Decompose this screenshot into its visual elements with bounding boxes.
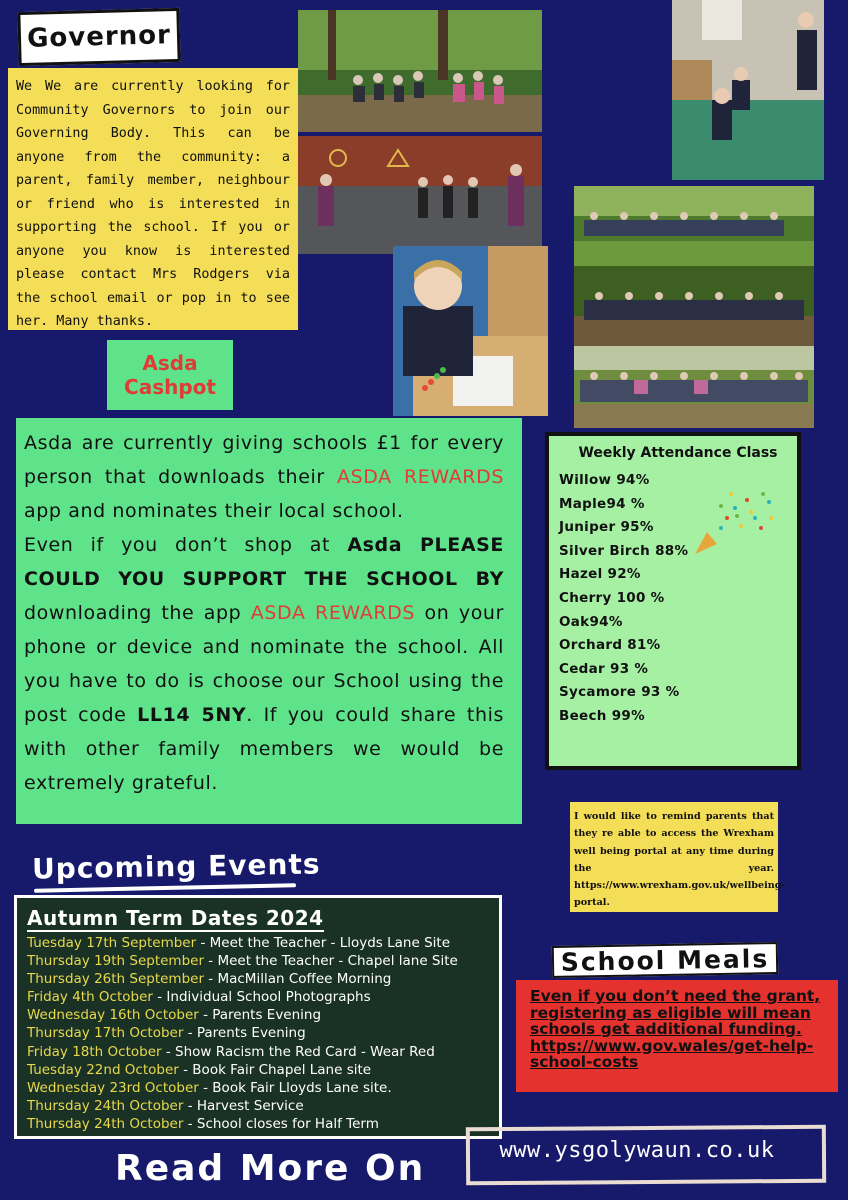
school-meals-heading: School Meals [552, 942, 779, 978]
weekly-attendance-panel [545, 432, 801, 770]
term-date-item [27, 1115, 489, 1133]
term-date: Thursday 19th September [27, 953, 205, 970]
photo-forest-circle-2 [574, 266, 814, 346]
school-meals-notice [516, 980, 838, 1092]
attendance-class-item: Orchard 81% [559, 637, 661, 654]
asda-cashpot-heading: Asda Cashpot [107, 340, 233, 410]
term-event: - Meet the Teacher - Chapel lane Site [204, 953, 458, 970]
term-event: - Parents Evening [183, 1025, 306, 1042]
attendance-class-item: Cherry 100 % [559, 589, 665, 606]
term-date-item [27, 1061, 489, 1079]
term-date: Wednesday 16th October [27, 1007, 199, 1024]
term-event: - Harvest Service [183, 1097, 304, 1114]
photo-playground-activity [298, 136, 542, 254]
photo-child-at-desk [393, 246, 548, 416]
term-event: - Book Fair Lloyds Lane site. [198, 1079, 392, 1096]
upcoming-events-heading: Upcoming Events [31, 847, 321, 886]
term-date-item [27, 1079, 489, 1097]
asda-paragraph-2: Even if you don’t shop at Asda PLEASE COULD YOU SUPPORT THE SCHOOL BY downloading the app ASDA REWARDS on your phone or device and nominate the school. All you have to do is choose our School using the post code LL14 5NY. If you could share this with other family members we would be extremely grateful. [24, 534, 504, 794]
party-popper-icon [691, 488, 777, 558]
wellbeing-portal-notice: I would like to remind parents that they re able to access the Wrexham well being portal at any time during the year. https://www.wrexham.gov.uk/wellbeing-portal. [570, 802, 778, 912]
term-event: - Show Racism the Red Card - Wear Red [161, 1043, 435, 1060]
attendance-class-item: Juniper 95% [559, 519, 654, 536]
term-event: - MacMillan Coffee Morning [204, 971, 392, 988]
postcode: LL14 5NY [137, 704, 247, 726]
photo-classroom-children [672, 0, 824, 180]
term-dates-list [27, 934, 489, 1133]
attendance-class-item: Hazel 92% [559, 566, 641, 583]
term-date: Thursday 24th October [27, 1115, 184, 1132]
term-event: - Individual School Photographs [152, 989, 371, 1006]
term-date: Thursday 17th October [27, 1025, 184, 1042]
attendance-class-item: Beech 99% [559, 707, 645, 724]
attendance-class-item: Maple94 % [559, 495, 645, 512]
photo-forest-circle-1 [574, 186, 814, 266]
term-date-item [27, 1024, 489, 1042]
attendance-class-item: Silver Birch 88% [559, 542, 689, 559]
governor-heading: Governor [17, 8, 180, 66]
term-date-item [27, 1043, 489, 1061]
term-date-item [27, 952, 489, 970]
attendance-title: Weekly Attendance Class [578, 445, 778, 461]
term-date-item [27, 1006, 489, 1024]
term-date-item [27, 934, 489, 952]
term-date: Wednesday 23rd October [27, 1079, 199, 1096]
read-more-label: Read More On [115, 1148, 426, 1189]
attendance-class-item: Willow 94% [559, 472, 650, 488]
term-date-item [27, 1097, 489, 1115]
photo-forest-circle-3 [574, 346, 814, 428]
term-date: Thursday 24th October [27, 1097, 184, 1114]
term-event: - Meet the Teacher - Lloyds Lane Site [196, 935, 450, 951]
website-link[interactable]: www.ysgolywaun.co.uk [499, 1138, 775, 1163]
school-meals-text: Even if you don’t need the grant, registering as eligible will mean schools get additional funding. [530, 987, 821, 1038]
term-date: Friday 4th October [27, 989, 153, 1006]
attendance-class-item: Cedar 93 % [559, 660, 649, 677]
term-date: Friday 18th October [27, 1043, 162, 1060]
asda-notice [16, 418, 522, 824]
term-date-item [27, 988, 489, 1006]
attendance-class-item: Sycamore 93 % [559, 684, 680, 701]
term-event: - School closes for Half Term [183, 1115, 379, 1132]
term-dates-title: Autumn Term Dates 2024 [27, 906, 324, 930]
attendance-class-item: Oak94% [559, 613, 623, 630]
school-meals-link[interactable]: https://www.gov.wales/get-help-school-costs [530, 1036, 814, 1071]
term-dates-panel [14, 895, 502, 1139]
term-date: Thursday 26th September [27, 971, 205, 988]
governor-notice: We We are currently looking for Community Governors to join our Governing Body. This can be anyone from the community: a parent, family member, neighbour or friend who is interested in supporting the school. If you or anyone you know is interested please contact Mrs Rodgers via the school email or pop in to see her. Many thanks. [8, 68, 298, 330]
term-date: Tuesday 22nd October [27, 1061, 179, 1078]
photo-outdoor-group-circle [298, 10, 542, 132]
asda-paragraph-1: Asda are currently giving schools £1 for every person that downloads their ASDA REWARDS app and nominates their local school. [24, 432, 505, 522]
term-date-item [27, 970, 489, 988]
term-date: Tuesday 17th September [27, 935, 197, 951]
term-event: - Book Fair Chapel Lane site [178, 1061, 372, 1078]
term-event: - Parents Evening [198, 1007, 322, 1024]
